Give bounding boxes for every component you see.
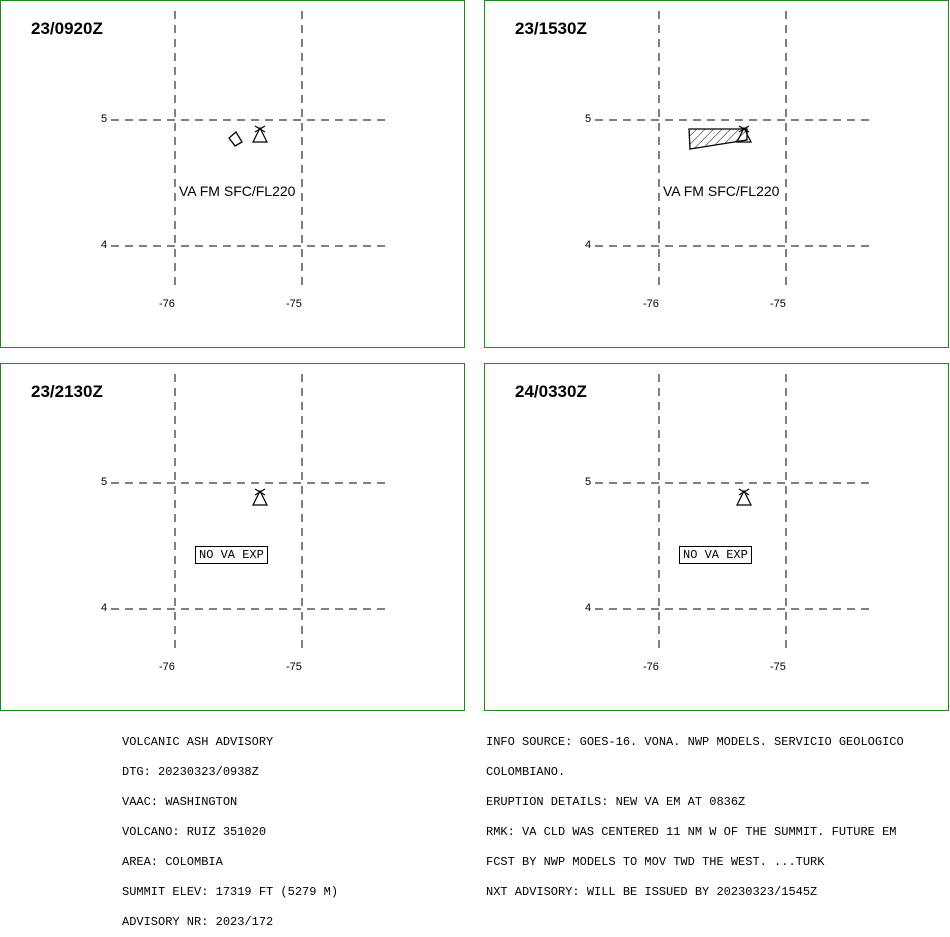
lon-label-76: -76 xyxy=(643,661,659,673)
ash-cloud-small-box xyxy=(229,132,242,146)
advisory-line: DTG: 20230323/0938Z xyxy=(122,765,259,779)
advisory-details-block xyxy=(486,717,904,907)
lat-label-4: 4 xyxy=(585,602,592,614)
panel-time: 23/0920Z xyxy=(31,19,103,38)
lon-label-75: -75 xyxy=(770,298,786,310)
panel-time: 23/1530Z xyxy=(515,19,587,38)
advisory-line: ADVISORY NR: 2023/172 xyxy=(122,915,274,929)
forecast-panel-0330z xyxy=(484,363,949,711)
forecast-panel-2130z xyxy=(0,363,465,711)
lon-label-75: -75 xyxy=(286,298,302,310)
lat-label-4: 4 xyxy=(585,239,592,251)
advisory-line: COLOMBIANO. xyxy=(486,765,566,779)
advisory-line: VOLCANIC ASH ADVISORY xyxy=(122,735,274,749)
lon-label-76: -76 xyxy=(159,298,175,310)
lat-label-5: 5 xyxy=(101,476,108,488)
panel-time: 24/0330Z xyxy=(515,382,587,401)
no-va-exp-box: NO VA EXP xyxy=(195,546,268,564)
advisory-line: VOLCANO: RUIZ 351020 xyxy=(122,825,267,839)
advisory-line: INFO SOURCE: GOES-16. VONA. NWP MODELS. SERVICIO GEOLOGICO xyxy=(486,735,904,749)
map-grid xyxy=(485,1,950,349)
advisory-line: FCST BY NWP MODELS TO MOV TWD THE WEST. ...TURK xyxy=(486,855,825,869)
lat-label-4: 4 xyxy=(101,602,108,614)
volcano-icon xyxy=(253,489,267,505)
map-grid xyxy=(485,364,950,712)
advisory-line: AREA: COLOMBIA xyxy=(122,855,223,869)
advisory-line: RMK: VA CLD WAS CENTERED 11 NM W OF THE SUMMIT. FUTURE EM xyxy=(486,825,897,839)
lat-label-4: 4 xyxy=(101,239,108,251)
ash-level-label: VA FM SFC/FL220 xyxy=(179,183,296,199)
no-va-exp-box: NO VA EXP xyxy=(679,546,752,564)
advisory-line: VAAC: WASHINGTON xyxy=(122,795,238,809)
advisory-line: NXT ADVISORY: WILL BE ISSUED BY 20230323/1545Z xyxy=(486,885,818,899)
lon-label-75: -75 xyxy=(770,661,786,673)
lon-label-76: -76 xyxy=(643,298,659,310)
lat-label-5: 5 xyxy=(585,113,592,125)
advisory-header-block xyxy=(122,717,338,937)
map-grid xyxy=(1,364,466,712)
volcano-icon xyxy=(737,489,751,505)
lat-label-5: 5 xyxy=(101,113,108,125)
ash-level-label: VA FM SFC/FL220 xyxy=(663,183,780,199)
advisory-line: ERUPTION DETAILS: NEW VA EM AT 0836Z xyxy=(486,795,746,809)
forecast-panel-0920z xyxy=(0,0,465,348)
lon-label-75: -75 xyxy=(286,661,302,673)
advisory-line: SUMMIT ELEV: 17319 FT (5279 M) xyxy=(122,885,339,899)
lon-label-76: -76 xyxy=(159,661,175,673)
map-grid xyxy=(1,1,466,349)
lat-label-5: 5 xyxy=(585,476,592,488)
volcano-icon xyxy=(253,126,267,142)
panel-time: 23/2130Z xyxy=(31,382,103,401)
forecast-panel-1530z xyxy=(484,0,949,348)
